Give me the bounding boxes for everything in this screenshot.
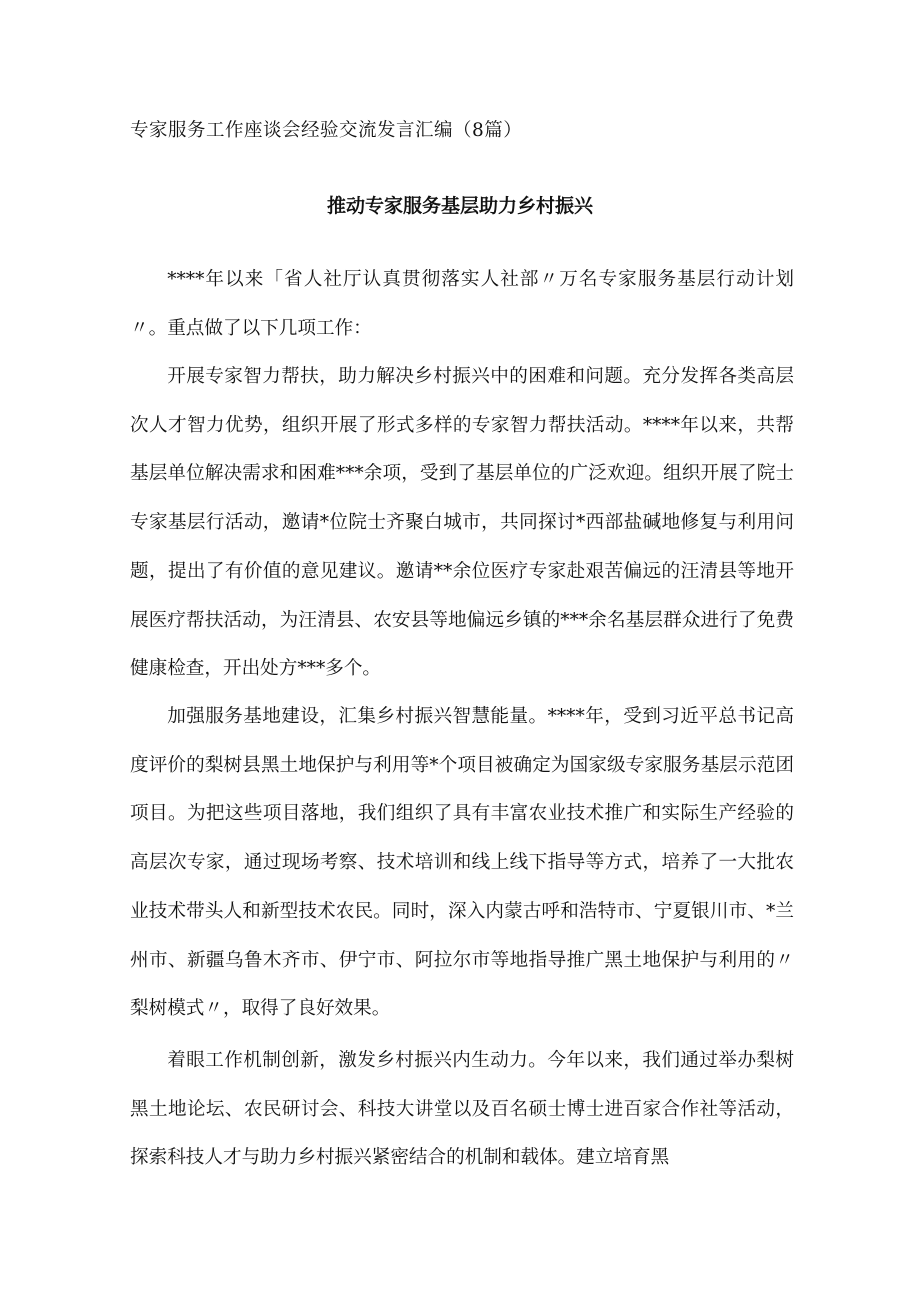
article-title: 推动专家服务基层助力乡村振兴	[326, 195, 593, 217]
paragraph-mechanism-innovation: 着眼工作机制创新，激发乡村振兴内生动力。今年以来，我们通过举办梨树黑土地论坛、农民研讨会、科技大讲堂以及百名硕士博士进百家合作社等活动，探索科技人才与助力乡村振兴紧密结合的机制和载体。建立培育黑	[130, 1050, 794, 1169]
document-title: 专家服务工作座谈会经验交流发言汇编（8篇）	[130, 120, 523, 141]
paragraph-expert-assistance: 开展专家智力帮扶，助力解决乡村振兴中的困难和问题。充分发挥各类高层次人才智力优势，组织开展了形式多样的专家智力帮扶活动。****年以来，共帮基层单位解决需求和困难***余项，受到了基层单位的广泛欢迎。组织开展了院士专家基层行活动，邀请*位院士齐聚白城市，共同探讨*西部盐碱地修复与利用问题，提出了有价值的意见建议。邀请**余位医疗专家赴艰苦偏远的汪清县等地开展医疗帮扶活动，为汪清县、农安县等地偏远乡镇的***余名基层群众进行了免费健康检查，开出处方***多个。	[130, 366, 794, 680]
paragraph-intro: ****年以来「省人社厅认真贯彻落实人社部〃万名专家服务基层行动计划〃。重点做了以下几项工作：	[130, 269, 794, 339]
paragraph-base-construction: 加强服务基地建设，汇集乡村振兴智慧能量。****年，受到习近平总书记高度评价的梨树县黑土地保护与利用等*个项目被确定为国家级专家服务基层示范团项目。为把这些项目落地，我们组织了具有丰富农业技术推广和实际生产经验的高层次专家，通过现场考察、技术培训和线上线下指导等方式，培养了一大批农业技术带头人和新型技术农民。同时，深入内蒙古呼和浩特市、宁夏银川市、*兰州市、新疆乌鲁木齐市、伊宁市、阿拉尔市等地指导推广黑土地保护与利用的〃梨树模式〃，取得了良好效果。	[130, 706, 794, 1020]
